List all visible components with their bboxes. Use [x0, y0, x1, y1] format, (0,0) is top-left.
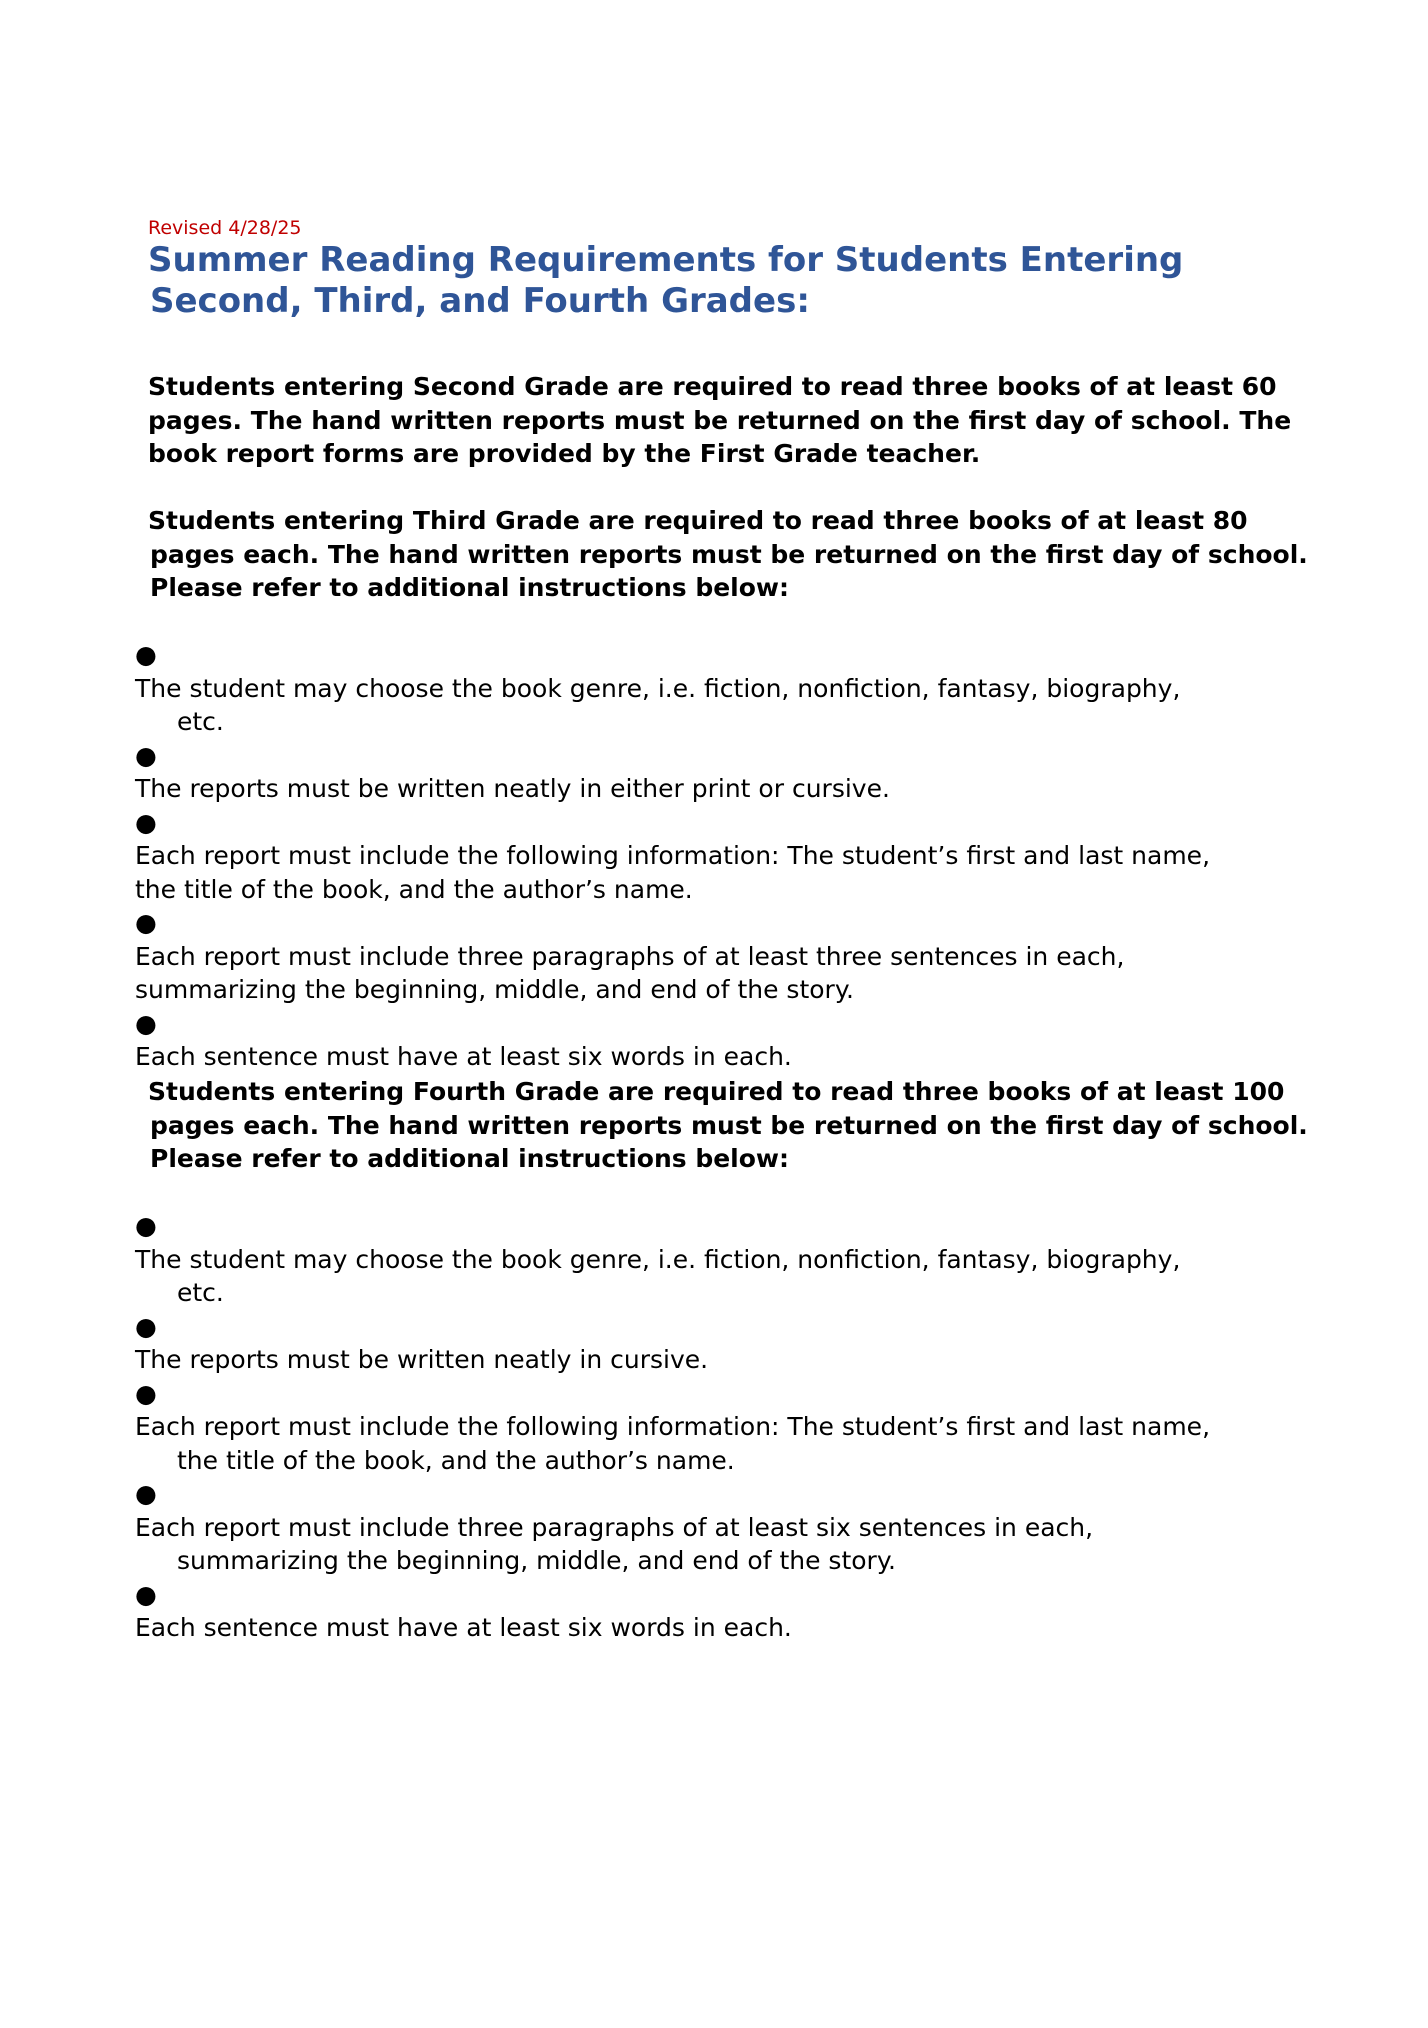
- fourth-grade-instructions: [135, 1209, 1210, 1645]
- bullet-icon: ●: [135, 1378, 157, 1408]
- paragraph-line: Students entering Third Grade are required to read three books of at least 80: [148, 506, 1248, 535]
- bullet-icon: ●: [135, 640, 157, 669]
- paragraph-line: Students entering Second Grade are required to read three books of at least 60: [148, 372, 1277, 401]
- list-item: ● Each sentence must have at least six words in each.: [135, 1007, 1210, 1074]
- list-item: ● The student may choose the book genre, i.e. fiction, nonfiction, fantasy, biography, etc.: [135, 1209, 1210, 1310]
- list-item: ● Each report must include the following information: The student’s first and last name, the title of the book, and the author’s name.: [135, 1378, 1211, 1475]
- bullet-icon: ●: [135, 1479, 157, 1508]
- bullet-icon: ●: [135, 740, 157, 770]
- paragraph-line: pages each. The hand written reports must be returned on the first day of school.: [150, 539, 1308, 569]
- paragraph-line: Please refer to additional instructions below:: [150, 573, 790, 602]
- third-grade-requirements: [148, 504, 1308, 605]
- list-item: ● The student may choose the book genre, i.e. fiction, nonfiction, fantasy, biography, etc.: [135, 638, 1210, 739]
- page-title: [148, 240, 1183, 322]
- bullet-icon: ●: [135, 1579, 157, 1609]
- list-item: ● The reports must be written neatly in either print or cursive.: [135, 739, 1210, 806]
- list-item: ● Each report must include three paragraphs of at least six sentences in each, summarizing the beginning, middle, and end of the story.: [135, 1477, 1210, 1578]
- third-grade-instructions: [135, 638, 1210, 1074]
- paragraph-line: pages each. The hand written reports must be returned on the first day of school.: [150, 1110, 1308, 1140]
- second-grade-requirements: [148, 370, 1291, 471]
- list-item: ● Each sentence must have at least six words in each.: [135, 1578, 1210, 1645]
- list-item: ● Each report must include three paragraphs of at least three sentences in each, summarizing the beginning, middle, and end of the story.: [135, 906, 1210, 1007]
- fourth-grade-requirements: [148, 1075, 1308, 1176]
- list-item: ● The reports must be written neatly in cursive.: [135, 1310, 1210, 1377]
- bullet-icon: ●: [135, 1008, 157, 1038]
- bullet-icon: ●: [135, 908, 157, 937]
- title-line: Second, Third, and Fourth Grades:: [150, 281, 810, 321]
- paragraph-line: book report forms are provided by the First Grade teacher.: [148, 439, 981, 468]
- list-item: ● Each report must include the following information: The student’s first and last name, the title of the book, and the author’s name.: [135, 807, 1211, 904]
- title-line: Summer Reading Requirements for Students Entering: [148, 240, 1184, 280]
- bullet-icon: ●: [135, 1211, 157, 1240]
- revised-date: Revised 4/28/25: [148, 217, 302, 239]
- paragraph-line: Students entering Fourth Grade are required to read three books of at least 100: [148, 1077, 1285, 1106]
- paragraph-line: Please refer to additional instructions below:: [150, 1144, 790, 1173]
- bullet-icon: ●: [135, 1311, 157, 1341]
- bullet-icon: ●: [135, 807, 157, 837]
- paragraph-line: pages. The hand written reports must be returned on the first day of school. The: [148, 405, 1292, 435]
